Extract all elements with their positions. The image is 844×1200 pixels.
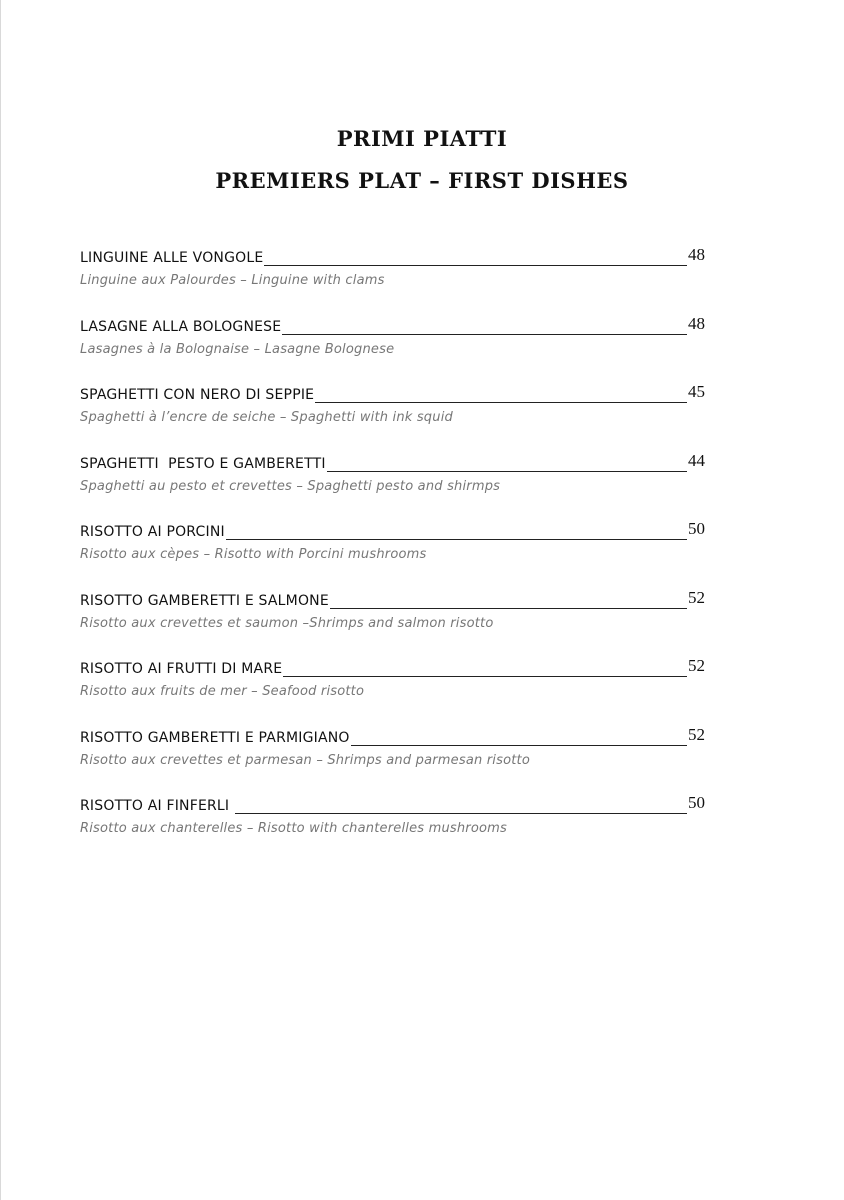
menu-item [80, 245, 710, 314]
dotted-leader [235, 812, 687, 814]
menu-item [80, 656, 710, 725]
page-title: PRIMI PIATTI [336, 126, 508, 151]
dish-name: RISOTTO GAMBERETTI E PARMIGIANO [80, 729, 350, 746]
dotted-leader [283, 675, 687, 677]
menu-item-line [80, 314, 710, 338]
menu-item-line [80, 725, 710, 749]
dish-description: Risotto aux cèpes – Risotto with Porcini mushrooms [80, 547, 427, 562]
dish-name: RISOTTO AI FINFERLI [80, 798, 234, 814]
dotted-leader [330, 607, 687, 609]
menu-item [80, 793, 710, 862]
dotted-leader [315, 401, 687, 403]
dish-price: 52 [688, 724, 705, 744]
dish-description: Linguine aux Palourdes – Linguine with clams [80, 273, 385, 288]
menu-list [80, 245, 710, 862]
dish-description: Risotto aux chanterelles – Risotto with chanterelles mushrooms [80, 821, 507, 836]
menu-item [80, 588, 710, 657]
dotted-leader [351, 744, 687, 746]
dish-price: 50 [688, 519, 705, 538]
dish-price: 50 [688, 793, 705, 812]
menu-item-line [80, 382, 710, 406]
dish-description: Lasagnes à la Bolognaise – Lasagne Bolognese [80, 341, 395, 357]
dish-description: Risotto aux crevettes et parmesan – Shrimps and parmesan risotto [80, 752, 530, 768]
menu-item [80, 382, 710, 451]
dish-price: 44 [688, 450, 705, 470]
menu-item [80, 314, 710, 383]
dish-name: LINGUINE ALLE VONGOLE [80, 250, 264, 266]
dish-price: 45 [688, 382, 705, 401]
dish-name: RISOTTO AI FRUTTI DI MARE [80, 661, 283, 677]
dish-price: 52 [688, 587, 705, 607]
dish-description: Risotto aux crevettes et saumon –Shrimps and salmon risotto [80, 615, 494, 631]
dish-price: 48 [688, 313, 705, 333]
menu-item [80, 725, 710, 794]
menu-item-line [80, 519, 710, 543]
dotted-leader [226, 538, 687, 540]
menu-item [80, 519, 710, 588]
dish-price: 48 [688, 245, 705, 264]
page-subtitle: PREMIERS PLAT – FIRST DISHES [215, 168, 629, 193]
menu-item-line [80, 245, 710, 269]
menu-item-line [80, 793, 710, 817]
dish-name: RISOTTO AI PORCINI [80, 524, 225, 540]
dish-name: RISOTTO GAMBERETTI E SALMONE [80, 592, 329, 609]
menu-item-line [80, 451, 710, 475]
dish-name: SPAGHETTI PESTO E GAMBERETTI [80, 455, 326, 472]
menu-item-line [80, 588, 710, 612]
menu-item-line [80, 656, 710, 680]
menu-item [80, 451, 710, 520]
dotted-leader [327, 470, 687, 472]
dish-description: Risotto aux fruits de mer – Seafood risotto [80, 684, 365, 699]
dish-description: Spaghetti au pesto et crevettes – Spaghetti pesto and shirmps [80, 478, 501, 494]
dotted-leader [264, 264, 687, 266]
dish-name: LASAGNE ALLA BOLOGNESE [80, 318, 282, 335]
dish-name: SPAGHETTI CON NERO DI SEPPIE [80, 387, 315, 403]
dish-price: 52 [688, 656, 705, 675]
dotted-leader [282, 333, 687, 335]
dish-description: Spaghetti à l’encre de seiche – Spaghetti with ink squid [80, 410, 453, 425]
